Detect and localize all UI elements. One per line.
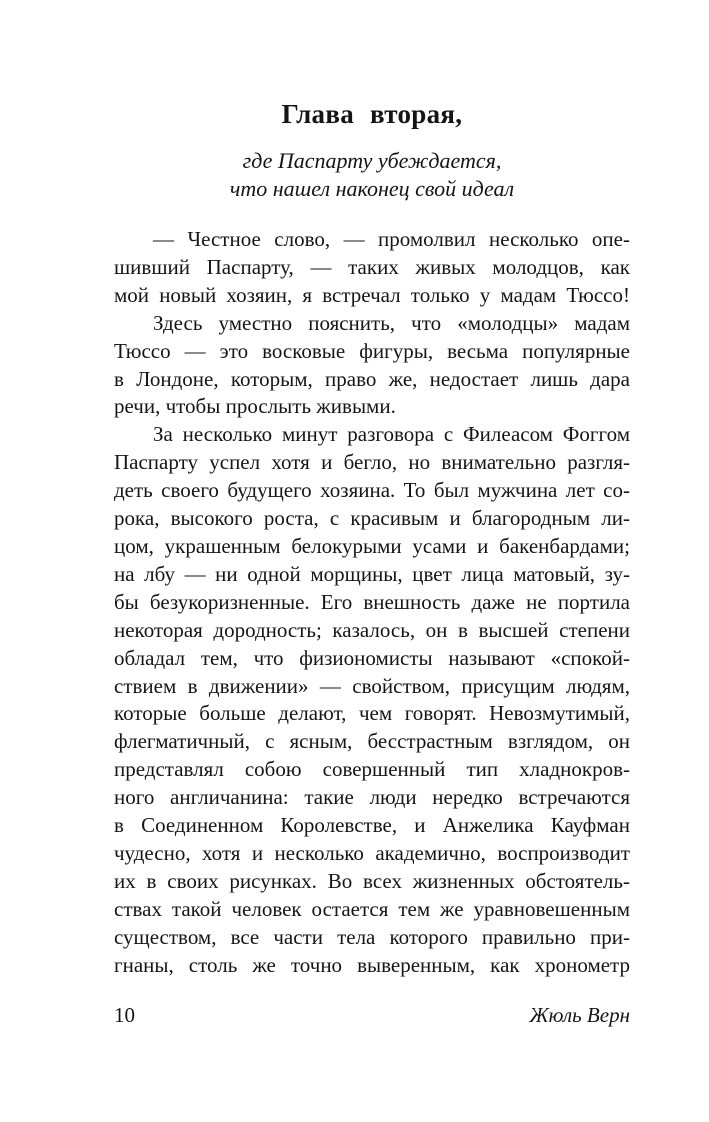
body-line: Здесь уместно пояснить, что «молодцы» мадам bbox=[153, 310, 630, 335]
body-line: гнаны, столь же точно выверенным, как хронометр bbox=[114, 952, 630, 977]
body-line: некоторая дородность; казалось, он в высшей степени bbox=[114, 617, 630, 642]
body-line: бы безукоризненные. Его внешность даже не портила bbox=[114, 589, 630, 614]
body-line: речи, чтобы прослыть живыми. bbox=[114, 394, 396, 419]
body-line: ного англичанина: такие люди нередко встречаются bbox=[114, 785, 630, 810]
body-line: рока, высокого роста, с красивым и благородным ли- bbox=[114, 506, 630, 531]
body-line: деть своего будущего хозяина. То был мужчина лет со- bbox=[114, 478, 630, 503]
chapter-subtitle-line-1: где Паспарту убеждается, bbox=[242, 148, 502, 173]
page-number: 10 bbox=[114, 1003, 135, 1027]
body-line: мой новый хозяин, я встречал только у мадам Тюссо! bbox=[114, 282, 630, 307]
text-column bbox=[114, 0, 630, 979]
body-line: существом, все части тела которого правильно при- bbox=[114, 924, 630, 949]
body-line: на лбу — ни одной морщины, цвет лица матовый, зу- bbox=[114, 561, 630, 586]
body-line: ствах такой человек остается тем же уравновешенным bbox=[114, 896, 630, 921]
body-line: цом, украшенным белокурыми усами и бакенбардами; bbox=[114, 533, 630, 558]
body-line: шивший Паспарту, — таких живых молодцов, как bbox=[114, 254, 630, 279]
body-line: обладал тем, что физиономисты называют «спокой- bbox=[114, 645, 630, 670]
body-line: За несколько минут разговора с Филеасом Фоггом bbox=[153, 422, 630, 447]
body-line: Тюссо — это восковые фигуры, весьма популярные bbox=[114, 338, 630, 363]
body-line: Паспарту успел хотя и бегло, но внимательно разгля- bbox=[114, 450, 630, 475]
body-line: чудесно, хотя и несколько академично, воспроизводит bbox=[114, 840, 630, 865]
body-line: их в своих рисунках. Во всех жизненных обстоятель- bbox=[114, 868, 630, 893]
chapter-subtitle bbox=[114, 147, 630, 202]
body-text bbox=[114, 226, 630, 979]
page-footer bbox=[114, 1002, 630, 1028]
body-line: в Лондоне, которым, право же, недостает лишь дара bbox=[114, 366, 630, 391]
chapter-subtitle-line-2: что нашел наконец свой идеал bbox=[229, 175, 515, 201]
running-author: Жюль Верн bbox=[529, 1003, 630, 1027]
body-line: флегматичный, с ясным, бесстрастным взглядом, он bbox=[114, 729, 630, 754]
body-line: в Соединенном Королевстве, и Анжелика Кауфман bbox=[114, 813, 630, 838]
body-line: которые больше делают, чем говорят. Невозмутимый, bbox=[114, 701, 630, 726]
body-line: — Честное слово, — промолвил несколько опе- bbox=[153, 227, 630, 251]
body-line: ствием в движении» — свойством, присущим людям, bbox=[114, 673, 630, 698]
chapter-title: Глава вторая, bbox=[281, 99, 463, 129]
body-line: представлял собою совершенный тип хладнокров- bbox=[114, 757, 630, 782]
